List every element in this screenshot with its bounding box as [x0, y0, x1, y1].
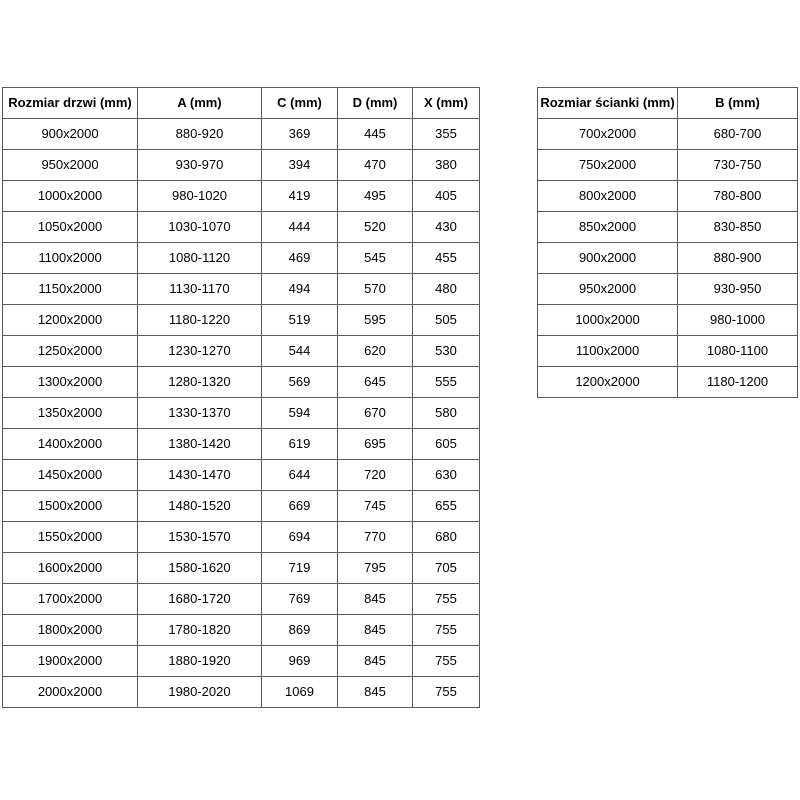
table-cell: 580 [413, 398, 480, 429]
table-cell: 745 [338, 491, 413, 522]
table-cell: 355 [413, 119, 480, 150]
table-cell: 1050x2000 [3, 212, 138, 243]
table-row [3, 522, 480, 553]
table-row [3, 398, 480, 429]
table-cell: 1180-1200 [678, 367, 798, 398]
table-cell: 1580-1620 [138, 553, 262, 584]
table-cell: 455 [413, 243, 480, 274]
table-cell: 1200x2000 [538, 367, 678, 398]
column-header: D (mm) [338, 88, 413, 119]
wall-sizes-header-row [538, 88, 798, 119]
table-cell: 405 [413, 181, 480, 212]
table-cell: 430 [413, 212, 480, 243]
table-row [3, 119, 480, 150]
table-cell: 830-850 [678, 212, 798, 243]
table-cell: 1800x2000 [3, 615, 138, 646]
table-cell: 1680-1720 [138, 584, 262, 615]
column-header: X (mm) [413, 88, 480, 119]
table-row [3, 615, 480, 646]
table-cell: 1000x2000 [538, 305, 678, 336]
table-cell: 1480-1520 [138, 491, 262, 522]
table-cell: 2000x2000 [3, 677, 138, 708]
table-cell: 1550x2000 [3, 522, 138, 553]
table-row [3, 553, 480, 584]
table-cell: 700x2000 [538, 119, 678, 150]
table-cell: 545 [338, 243, 413, 274]
table-cell: 900x2000 [3, 119, 138, 150]
table-cell: 880-900 [678, 243, 798, 274]
table-cell: 980-1020 [138, 181, 262, 212]
table-cell: 845 [338, 646, 413, 677]
table-row [538, 367, 798, 398]
table-cell: 630 [413, 460, 480, 491]
table-cell: 755 [413, 646, 480, 677]
table-cell: 845 [338, 584, 413, 615]
table-cell: 645 [338, 367, 413, 398]
table-cell: 755 [413, 677, 480, 708]
table-row [3, 491, 480, 522]
table-row [3, 243, 480, 274]
table-cell: 1530-1570 [138, 522, 262, 553]
table-cell: 1700x2000 [3, 584, 138, 615]
table-cell: 544 [262, 336, 338, 367]
table-cell: 569 [262, 367, 338, 398]
table-cell: 1330-1370 [138, 398, 262, 429]
table-cell: 1000x2000 [3, 181, 138, 212]
column-header: Rozmiar ścianki (mm) [538, 88, 678, 119]
table-cell: 1980-2020 [138, 677, 262, 708]
table-cell: 595 [338, 305, 413, 336]
table-row [538, 336, 798, 367]
table-cell: 1780-1820 [138, 615, 262, 646]
column-header: Rozmiar drzwi (mm) [3, 88, 138, 119]
table-cell: 1600x2000 [3, 553, 138, 584]
table-cell: 480 [413, 274, 480, 305]
door-sizes-header-row [3, 88, 480, 119]
wall-sizes-table [537, 87, 798, 398]
table-cell: 705 [413, 553, 480, 584]
table-cell: 1100x2000 [3, 243, 138, 274]
table-cell: 1100x2000 [538, 336, 678, 367]
table-cell: 719 [262, 553, 338, 584]
table-cell: 1350x2000 [3, 398, 138, 429]
table-cell: 694 [262, 522, 338, 553]
table-cell: 1150x2000 [3, 274, 138, 305]
table-cell: 1380-1420 [138, 429, 262, 460]
table-cell: 594 [262, 398, 338, 429]
table-cell: 380 [413, 150, 480, 181]
table-cell: 1500x2000 [3, 491, 138, 522]
table-cell: 619 [262, 429, 338, 460]
table-cell: 1130-1170 [138, 274, 262, 305]
table-row [538, 150, 798, 181]
table-cell: 369 [262, 119, 338, 150]
table-row [538, 243, 798, 274]
table-cell: 780-800 [678, 181, 798, 212]
table-cell: 669 [262, 491, 338, 522]
table-cell: 470 [338, 150, 413, 181]
table-cell: 1300x2000 [3, 367, 138, 398]
table-cell: 1280-1320 [138, 367, 262, 398]
table-cell: 1230-1270 [138, 336, 262, 367]
table-row [3, 181, 480, 212]
table-cell: 800x2000 [538, 181, 678, 212]
table-cell: 680-700 [678, 119, 798, 150]
table-row [538, 212, 798, 243]
table-cell: 444 [262, 212, 338, 243]
column-header: A (mm) [138, 88, 262, 119]
table-cell: 795 [338, 553, 413, 584]
table-cell: 519 [262, 305, 338, 336]
table-row [3, 150, 480, 181]
table-cell: 1900x2000 [3, 646, 138, 677]
table-cell: 755 [413, 584, 480, 615]
table-row [538, 305, 798, 336]
table-cell: 1450x2000 [3, 460, 138, 491]
table-cell: 1430-1470 [138, 460, 262, 491]
table-cell: 869 [262, 615, 338, 646]
table-cell: 620 [338, 336, 413, 367]
table-cell: 980-1000 [678, 305, 798, 336]
table-cell: 750x2000 [538, 150, 678, 181]
table-row [3, 336, 480, 367]
table-cell: 730-750 [678, 150, 798, 181]
table-cell: 670 [338, 398, 413, 429]
table-cell: 1400x2000 [3, 429, 138, 460]
table-cell: 1069 [262, 677, 338, 708]
table-cell: 1880-1920 [138, 646, 262, 677]
table-cell: 1200x2000 [3, 305, 138, 336]
table-row [3, 367, 480, 398]
table-row [3, 212, 480, 243]
table-row [538, 274, 798, 305]
table-cell: 900x2000 [538, 243, 678, 274]
table-cell: 1080-1100 [678, 336, 798, 367]
table-cell: 950x2000 [538, 274, 678, 305]
table-cell: 1250x2000 [3, 336, 138, 367]
table-cell: 394 [262, 150, 338, 181]
table-cell: 570 [338, 274, 413, 305]
table-cell: 770 [338, 522, 413, 553]
table-cell: 695 [338, 429, 413, 460]
table-cell: 769 [262, 584, 338, 615]
table-cell: 530 [413, 336, 480, 367]
table-row [3, 584, 480, 615]
table-row [3, 305, 480, 336]
table-cell: 505 [413, 305, 480, 336]
table-cell: 680 [413, 522, 480, 553]
table-row [538, 181, 798, 212]
table-cell: 655 [413, 491, 480, 522]
table-cell: 520 [338, 212, 413, 243]
table-cell: 930-950 [678, 274, 798, 305]
column-header: C (mm) [262, 88, 338, 119]
door-sizes-table [2, 87, 480, 708]
table-row [3, 429, 480, 460]
table-cell: 969 [262, 646, 338, 677]
column-header: B (mm) [678, 88, 798, 119]
table-cell: 755 [413, 615, 480, 646]
table-cell: 850x2000 [538, 212, 678, 243]
table-cell: 644 [262, 460, 338, 491]
table-cell: 880-920 [138, 119, 262, 150]
table-row [3, 677, 480, 708]
table-cell: 605 [413, 429, 480, 460]
table-row [538, 119, 798, 150]
table-cell: 1180-1220 [138, 305, 262, 336]
table-cell: 469 [262, 243, 338, 274]
table-cell: 419 [262, 181, 338, 212]
table-cell: 845 [338, 677, 413, 708]
table-cell: 950x2000 [3, 150, 138, 181]
table-row [3, 274, 480, 305]
table-cell: 845 [338, 615, 413, 646]
table-cell: 1080-1120 [138, 243, 262, 274]
table-cell: 1030-1070 [138, 212, 262, 243]
table-cell: 930-970 [138, 150, 262, 181]
table-cell: 720 [338, 460, 413, 491]
table-cell: 555 [413, 367, 480, 398]
table-row [3, 460, 480, 491]
table-row [3, 646, 480, 677]
table-cell: 445 [338, 119, 413, 150]
table-cell: 495 [338, 181, 413, 212]
table-cell: 494 [262, 274, 338, 305]
